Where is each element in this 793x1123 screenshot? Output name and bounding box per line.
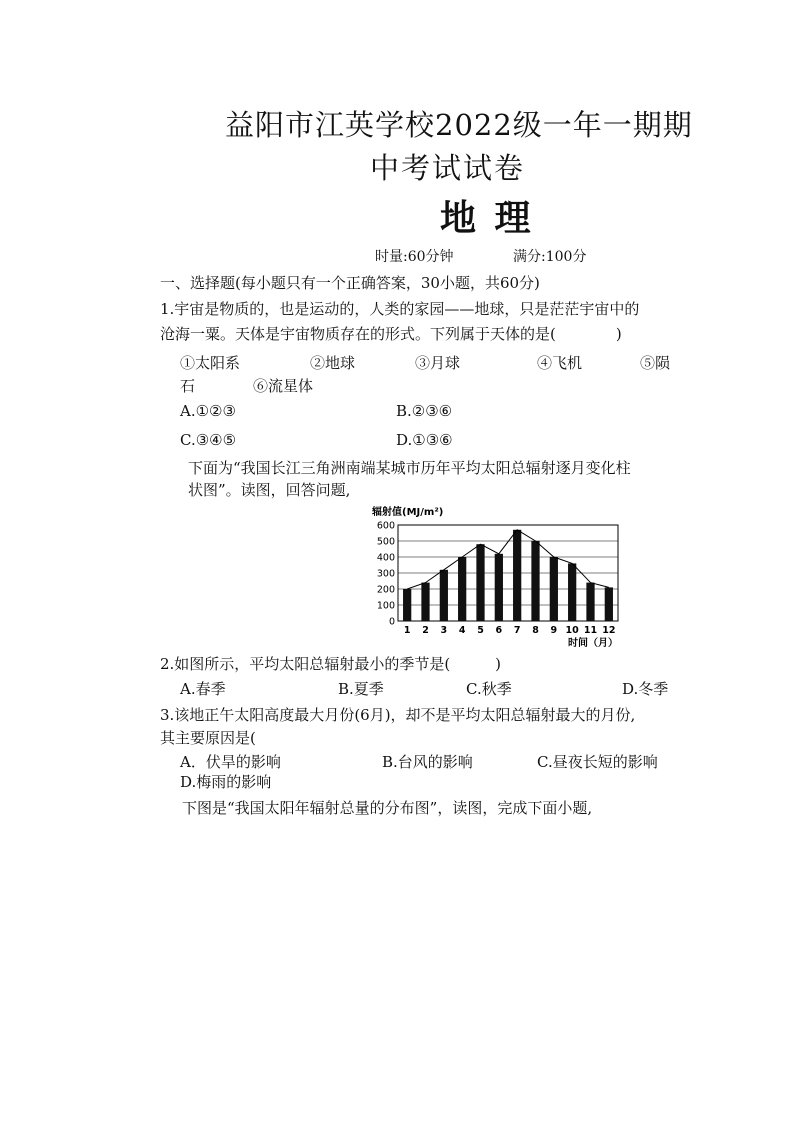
chart-x-axis-label: 时间（月）: [568, 638, 618, 649]
x-tick-label: 9: [550, 625, 558, 636]
chart-bar: [605, 587, 613, 621]
q1-stem-line2: 沧海一粟。天体是宇宙物质存在的形式。下列属于天体的是( ): [160, 325, 622, 343]
exam-title-line2: 中考试试卷: [370, 151, 526, 185]
chart-bar: [458, 557, 466, 621]
q1-item: ②地球: [310, 354, 356, 372]
y-tick-label: 200: [376, 584, 395, 596]
q2-stem: 2.如图所示，平均太阳总辐射最小的季节是( ): [160, 655, 502, 673]
chart-bar: [403, 589, 411, 621]
chart-bar: [550, 557, 558, 621]
x-tick-label: 5: [477, 625, 484, 636]
chart-bars: [403, 530, 613, 621]
chart-bar: [568, 563, 576, 621]
x-tick-label: 7: [513, 625, 521, 636]
chart-bar: [476, 544, 484, 621]
chart-trend-line: [407, 530, 609, 589]
q1-option-b: B.②③⑥: [396, 402, 453, 420]
q3-stem-line1: 3.该地正午太阳高度最大月份(6月)，却不是平均太阳总辐射最大的月份,: [160, 706, 636, 724]
q3-option-b: B.台风的影响: [382, 753, 473, 771]
x-tick-label: 1: [403, 625, 411, 636]
q2-option-c: C.秋季: [466, 680, 512, 698]
x-tick-label: 8: [532, 625, 539, 636]
q2-option-a: A.春季: [180, 680, 226, 698]
x-tick-label: 2: [422, 625, 429, 636]
subject-title: 地 理: [440, 198, 531, 239]
q3-option-d: D.梅雨的影响: [180, 773, 272, 791]
q3-option-c: C.昼夜长短的影响: [537, 753, 658, 771]
chart-grid: [398, 525, 618, 621]
y-tick-label: 300: [376, 568, 395, 580]
time-limit: 时量:60分钟: [375, 249, 454, 265]
y-tick-label: 400: [376, 552, 395, 564]
y-tick-label: 500: [376, 536, 395, 548]
chart-bar: [586, 583, 594, 621]
q1-item: 石: [180, 377, 196, 395]
y-tick-label: 100: [376, 600, 395, 612]
chart-bar: [531, 541, 539, 621]
intro1-line1: 下面为“我国长江三角洲南端某城市历年平均太阳总辐射逐月变化柱: [188, 459, 631, 477]
y-tick-label: 600: [376, 520, 395, 532]
x-tick-label: 3: [440, 625, 448, 636]
q1-item: ①太阳系: [180, 354, 241, 372]
chart-bar: [440, 570, 448, 621]
x-tick-label: 10: [565, 625, 579, 636]
chart-y-ticks: [377, 521, 395, 628]
x-tick-label: 11: [583, 625, 598, 636]
q1-item: ③月球: [415, 354, 461, 372]
q2-option-d: D.冬季: [622, 680, 669, 698]
full-score: 满分:100分: [513, 249, 587, 265]
q3-stem-line2: 其主要原因是(: [160, 729, 256, 747]
chart-y-axis-label: 辐射值(MJ/m²): [372, 507, 444, 518]
chart-bar: [513, 530, 521, 621]
q1-item: ⑥流星体: [253, 377, 314, 395]
x-tick-label: 12: [602, 625, 616, 636]
y-tick-label: 0: [388, 616, 395, 628]
radiation-bar-chart: [368, 503, 628, 653]
q1-stem-line1: 1.宇宙是物质的，也是运动的，人类的家园——地球，只是茫茫宇宙中的: [160, 300, 640, 318]
chart-bar: [495, 554, 503, 621]
intro2-line1: 下图是“我国太阳年辐射总量的分布图”，读图，完成下面小题,: [182, 799, 593, 817]
section-heading: 一、选择题(每小题只有一个正确答案，30小题，共60分): [160, 274, 540, 292]
q1-item: ④飞机: [537, 354, 583, 372]
q3-option-a: A．伏旱的影响: [180, 753, 281, 771]
q1-option-c: C.③④⑤: [180, 431, 237, 449]
chart-bar: [421, 583, 429, 621]
q1-item: ⑤陨: [640, 354, 671, 372]
q1-option-d: D.①③⑥: [396, 431, 453, 449]
exam-title-line1: 益阳市江英学校2022级一年一期期: [225, 108, 693, 142]
x-tick-label: 6: [495, 625, 503, 636]
chart-x-ticks: [404, 625, 616, 636]
q2-option-b: B.夏季: [338, 680, 384, 698]
intro1-line2: 状图”。读图，回答问题,: [188, 481, 351, 499]
x-tick-label: 4: [458, 625, 466, 636]
q1-option-a: A.①②③: [180, 402, 236, 420]
